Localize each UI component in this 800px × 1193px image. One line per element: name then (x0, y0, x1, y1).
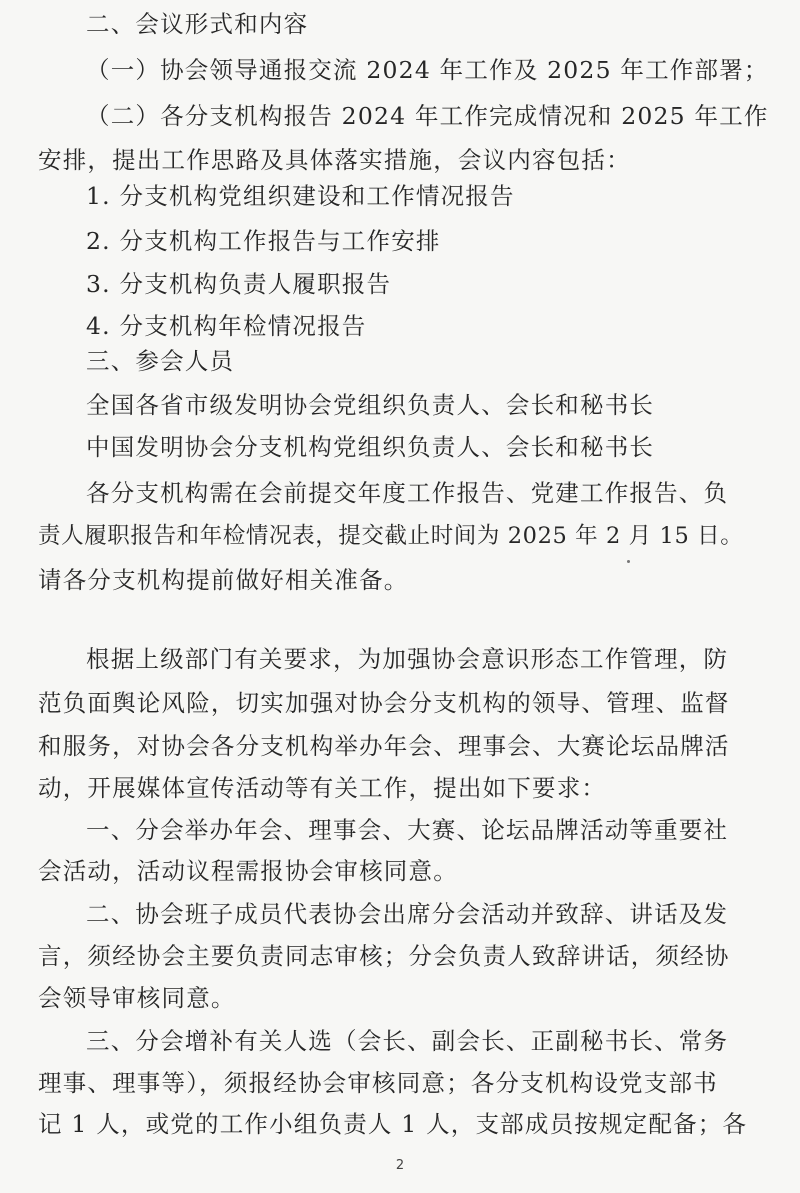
section-heading-attendees: 三、参会人员 (86, 347, 235, 375)
list-item: 4. 分支机构年检情况报告 (86, 312, 367, 340)
attendees-line-2: 中国发明协会分支机构党组织负责人、会长和秘书长 (86, 433, 655, 461)
requirement-3-line-1: 三、分会增补有关人选（会长、副会长、正副秘书长、常务 (86, 1027, 729, 1055)
requirements-intro-line-1: 根据上级部门有关要求，为加强协会意识形态工作管理，防 (86, 645, 729, 673)
section-heading-meeting-format: 二、会议形式和内容 (86, 10, 309, 38)
attendees-note-line-2: 责人履职报告和年检情况表，提交截止时间为 2025 年 2 月 15 日。 (38, 523, 744, 549)
requirement-1-line-2: 会活动，活动议程需报协会审核同意。 (38, 857, 458, 885)
requirement-1-line-1: 一、分会举办年会、理事会、大赛、论坛品牌活动等重要社 (86, 816, 729, 844)
requirement-2-line-2: 言，须经协会主要负责同志审核；分会负责人致辞讲话，须经协 (38, 942, 730, 970)
attendees-note-line-3: 请各分支机构提前做好相关准备。 (38, 566, 409, 594)
attendees-line-1: 全国各省市级发明协会党组织负责人、会长和秘书长 (86, 391, 655, 419)
list-item: 3. 分支机构负责人履职报告 (86, 270, 392, 298)
meeting-item-1: （一）协会领导通报交流 2024 年工作及 2025 年工作部署； (86, 56, 769, 84)
list-item: 2. 分支机构工作报告与工作安排 (86, 227, 441, 255)
requirement-3-line-2: 理事、理事等），须报经协会审核同意；各分支机构设党支部书 (38, 1069, 718, 1097)
requirements-intro-line-2: 范负面舆论风险，切实加强对协会分支机构的领导、管理、监督 (38, 689, 730, 717)
page-number: 2 (395, 1158, 405, 1173)
meeting-item-2-line-2: 安排，提出工作思路及具体落实措施，会议内容包括： (38, 146, 631, 174)
requirements-intro-line-4: 动，开展媒体宣传活动等有关工作，提出如下要求： (38, 774, 607, 802)
requirement-2-line-3: 会领导审核同意。 (38, 984, 236, 1012)
attendees-note-line-1: 各分支机构需在会前提交年度工作报告、党建工作报告、负 (86, 479, 729, 507)
meeting-item-2-line-1: （二）各分支机构报告 2024 年工作完成情况和 2025 年工作 (86, 102, 769, 130)
scan-speck (627, 560, 630, 563)
requirement-2-line-1: 二、协会班子成员代表协会出席分会活动并致辞、讲话及发 (86, 900, 729, 928)
requirement-3-line-3: 记 1 人，或党的工作小组负责人 1 人，支部成员按规定配备；各 (38, 1110, 748, 1138)
list-item: 1. 分支机构党组织建设和工作情况报告 (86, 182, 515, 210)
requirements-intro-line-3: 和服务，对协会各分支机构举办年会、理事会、大赛论坛品牌活 (38, 732, 730, 760)
